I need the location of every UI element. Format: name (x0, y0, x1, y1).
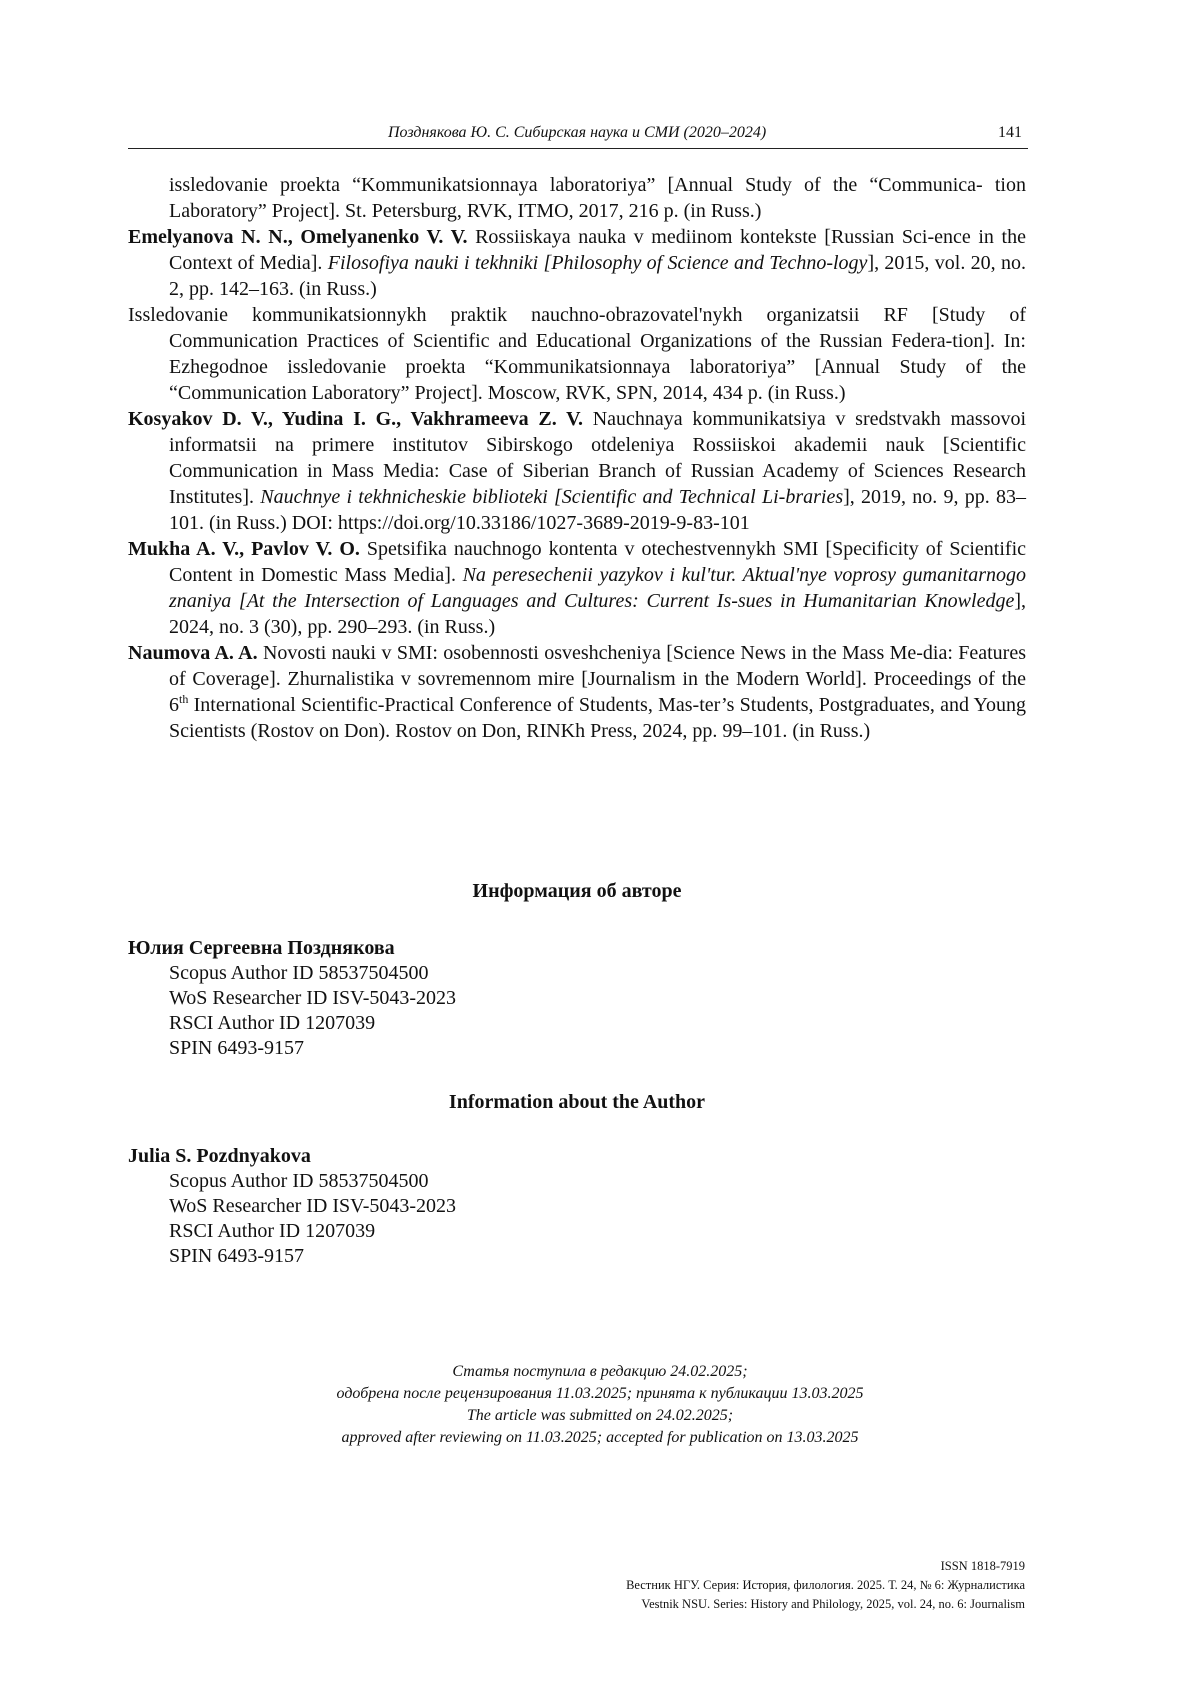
author-name-ru: Юлия Сергеевна Позднякова (128, 937, 395, 959)
reference-title: Novosti nauki v SMI: osobennosti osveshcheniya [Science News in the Mass Me-dia: Features of Coverage]. Zhurnalistika v sovremennom mire [Journalism in the Modern World]. Proceedings of the 6 (169, 642, 1027, 716)
author-id: SPIN 6493-9157 (169, 1037, 305, 1059)
footer-journal-ru: Вестник НГУ. Серия: История, филология. 2025. Т. 24, № 6: Журналистика (626, 1578, 1025, 1592)
reference-details: ], 2015, vol. 20, no. 2, pp. 142–163. (in Russ.) (169, 252, 1027, 300)
date-line-ru-1: Статья поступила в редакцию 24.02.2025; (452, 1363, 748, 1380)
ordinal-superscript: th (179, 692, 189, 706)
reference-journal: Na peresechenii yazykov i kul'tur. Aktual'nye voprosy gumanitarnogo znaniya (169, 564, 1027, 612)
footer-journal-en: Vestnik NSU. Series: History and Philology, 2025, vol. 24, no. 6: Journalism (641, 1597, 1025, 1611)
reference-details: ], 2024, no. 3 (30), pp. 290–293. (in Russ.) (169, 590, 1027, 638)
reference-entry (128, 640, 1026, 744)
author-id: WoS Researcher ID ISV-5043-2023 (169, 987, 457, 1009)
reference-authors: Emelyanova N. N., Omelyanenko V. V. (128, 226, 468, 248)
date-line-ru-2: одобрена после рецензирования 11.03.2025; принята к публикации 13.03.2025 (336, 1385, 864, 1402)
submission-dates (200, 1361, 1000, 1449)
author-id: Scopus Author ID 58537504500 (169, 962, 429, 984)
running-head (128, 122, 1028, 149)
author-id: RSCI Author ID 1207039 (169, 1012, 376, 1034)
reference-journal-en: [At the Intersection of Languages and Cultures: Current Is-sues in Humanitarian Knowledge (238, 590, 1015, 612)
reference-journal-en: [Philosophy of Science and Techno-logy (543, 252, 868, 274)
reference-journal: Filosofiya nauki i tekhniki (327, 252, 539, 274)
author-info-heading-ru: Информация об авторе (472, 880, 682, 902)
reference-entry (128, 224, 1026, 302)
author-id: WoS Researcher ID ISV-5043-2023 (169, 1195, 457, 1217)
reference-entry (128, 302, 1026, 406)
reference-entry (128, 406, 1026, 536)
reference-authors: Naumova A. A. (128, 642, 258, 664)
author-info-ru (128, 936, 728, 1061)
author-info-heading-en: Information about the Author (448, 1091, 706, 1113)
reference-title-continued: International Scientific-Practical Conference of Students, Mas-ter’s Students, Postgraduates, and Young Scientists (Rostov on Don). Rostov on Don, RINKh Press, 2024, pp. 99–101. (in Russ.) (169, 694, 1026, 742)
reference-journal: Nauchnye i tekhnicheskie biblioteki (260, 486, 548, 508)
footer-issn: ISSN 1818-7919 (940, 1559, 1025, 1573)
reference-details: ], 2019, no. 9, pp. 83–101. (in Russ.) DOI: https://doi.org/10.33186/1027-3689-2019-9-83-101 (169, 486, 1026, 534)
reference-line: tion Laboratory” Project]. St. Petersburg, RVK, ITMO, 2017, 216 p. (in Russ.) (169, 174, 1026, 222)
page-number: 141 (998, 124, 1022, 141)
reference-journal-en: [Scientific and Technical Li-braries (554, 486, 844, 508)
journal-footer (626, 1557, 1025, 1614)
author-info-en (128, 1144, 728, 1269)
reference-title: Rossiiskaya nauka v mediinom kontekste [Russian Sci-ence in the Context of Media]. (169, 226, 1026, 274)
reference-title: Spetsifika nauchnogo kontenta v otechestvennykh SMI [Specificity of Scientific Content in Domestic Mass Media]. (169, 538, 1027, 586)
reference-entry (128, 536, 1026, 640)
running-head-title: Позднякова Ю. С. Сибирская наука и СМИ (2020–2024) (388, 124, 767, 141)
reference-line: issledovanie proekta “Kommunikatsionnaya laboratoriya” [Annual Study of the “Communica- (169, 174, 983, 196)
author-name-en: Julia S. Pozdnyakova (128, 1145, 311, 1167)
reference-authors: Kosyakov D. V., Yudina I. G., Vakhrameeva Z. V. (128, 408, 583, 430)
reference-continuation (128, 172, 1026, 224)
author-id: SPIN 6493-9157 (169, 1245, 305, 1267)
date-line-en-1: The article was submitted on 24.02.2025; (466, 1407, 734, 1424)
reference-authors: Mukha A. V., Pavlov V. O. (128, 538, 360, 560)
author-id: Scopus Author ID 58537504500 (169, 1170, 429, 1192)
reference-title: Nauchnaya kommunikatsiya v sredstvakh massovoi informatsii na primere institutov Sibirskogo otdeleniya Rossiiskoi akademii nauk [Scientific Communication in Mass Media: Case of Siberian Branch of Russian Academy of Sciences Research Institutes]. (169, 408, 1027, 508)
date-line-en-2: approved after reviewing on 11.03.2025; accepted for publication on 13.03.2025 (341, 1429, 859, 1446)
author-id: RSCI Author ID 1207039 (169, 1220, 376, 1242)
reference-text: Issledovanie kommunikatsionnykh praktik nauchno-obrazovatel'nykh organizatsii RF [Study of Communication Practices of Scientific and Educational Organizations of the Russian Federa-tion]. In: Ezhegodnoe issledovanie proekta “Kommunikatsionnaya laboratoriya” [Annual Study of the “Communication Laboratory” Project]. Moscow, RVK, SPN, 2014, 434 p. (in Russ.) (128, 304, 1026, 404)
reference-list (128, 172, 1026, 744)
